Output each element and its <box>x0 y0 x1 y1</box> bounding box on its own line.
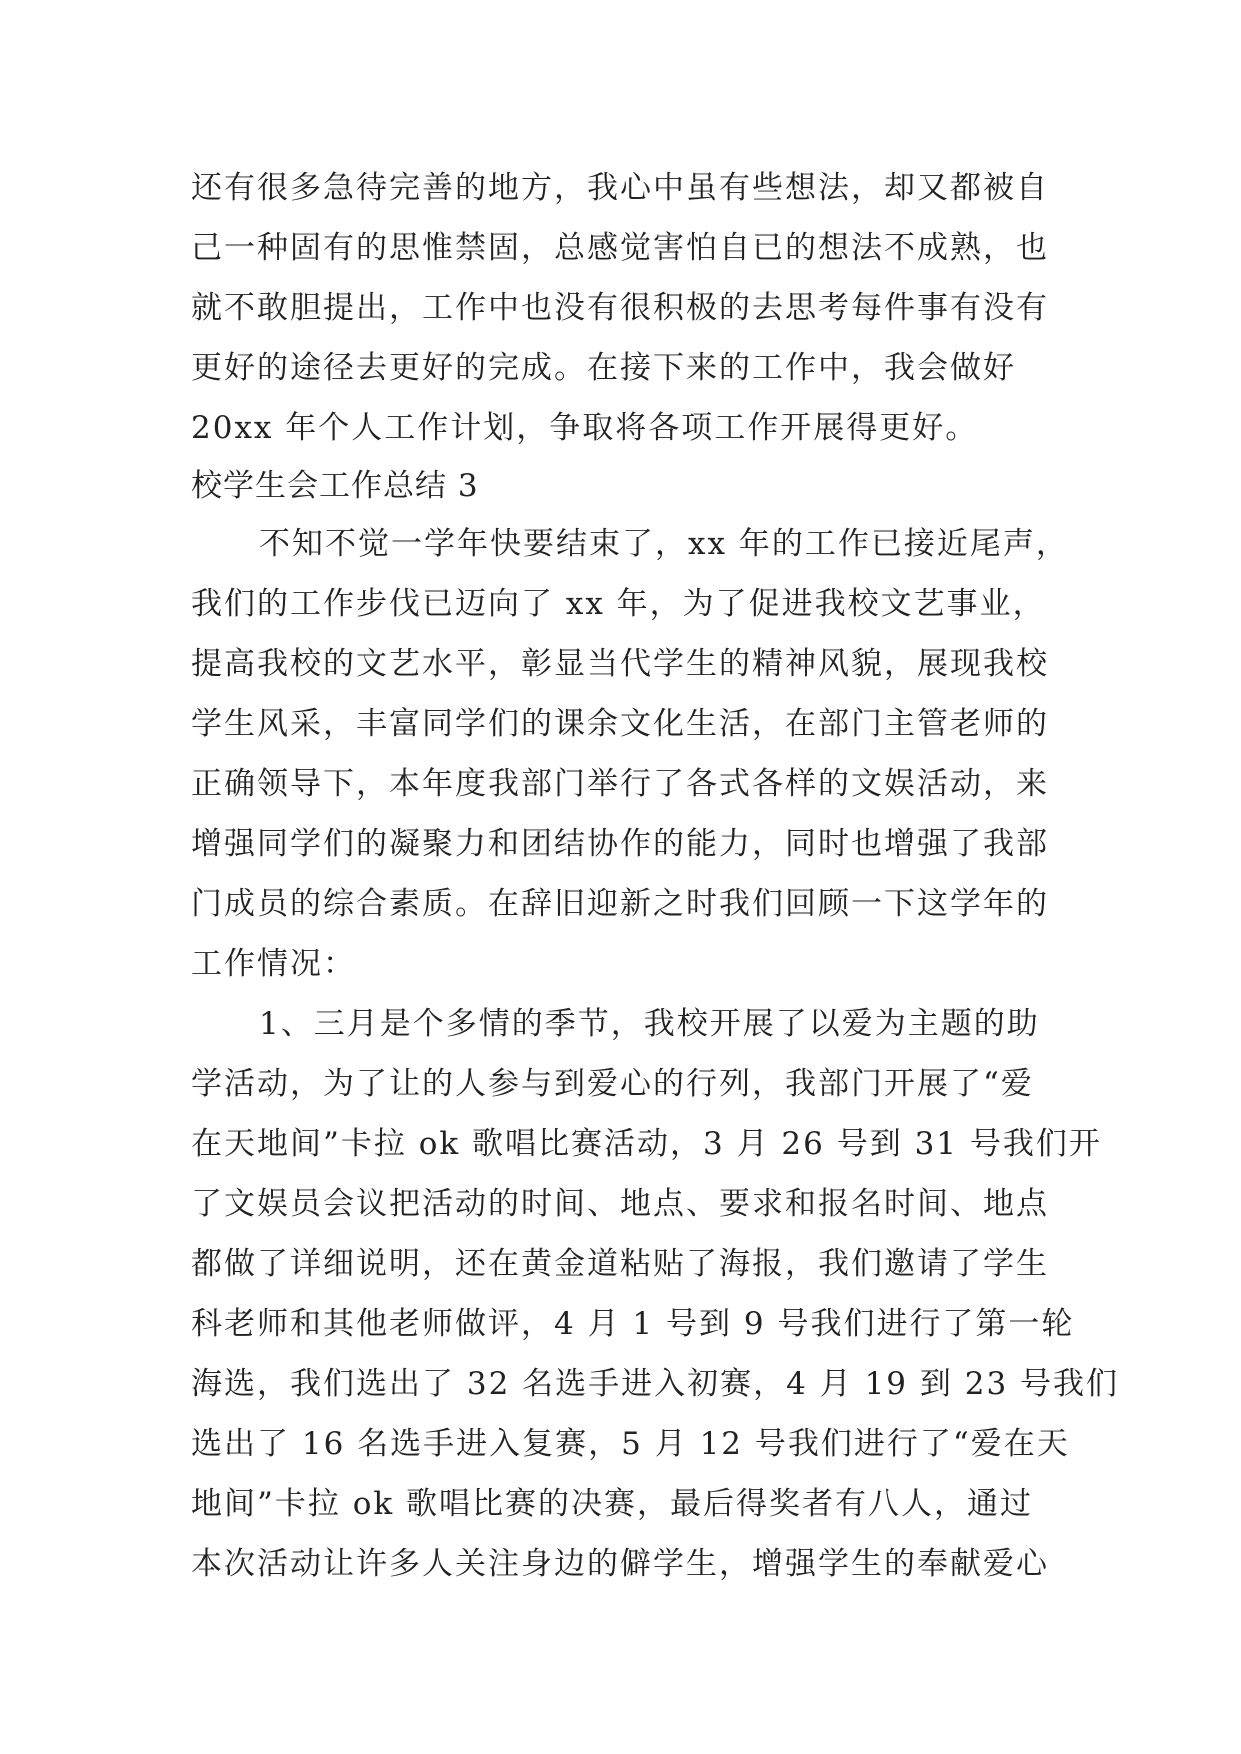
body-line: 门成员的综合素质。在辞旧迎新之时我们回顾一下这学年的 <box>191 886 1049 922</box>
body-line: 提高我校的文艺水平，彰显当代学生的精神风貌，展现我校 <box>191 646 1049 682</box>
body-line: 还有很多急待完善的地方，我心中虽有些想法，却又都被自 <box>191 170 1049 206</box>
body-line: 地间”卡拉 ok 歌唱比赛的决赛，最后得奖者有八人，通过 <box>191 1486 1034 1522</box>
body-line: 工作情况： <box>191 946 356 982</box>
body-line: 了文娱员会议把活动的时间、地点、要求和报名时间、地点 <box>191 1186 1049 1222</box>
body-line: 学活动，为了让的人参与到爱心的行列，我部门开展了“爱 <box>191 1066 1034 1102</box>
body-line: 己一种固有的思惟禁固，总感觉害怕自已的想法不成熟，也 <box>191 230 1049 266</box>
document-body <box>191 158 1120 1594</box>
body-line: 科老师和其他老师做评，4 月 1 号到 9 号我们进行了第一轮 <box>191 1306 1075 1342</box>
body-line: 在天地间”卡拉 ok 歌唱比赛活动，3 月 26 号到 31 号我们开 <box>191 1126 1102 1162</box>
body-line: 增强同学们的凝聚力和团结协作的能力，同时也增强了我部 <box>191 826 1049 862</box>
section-heading: 校学生会工作总结 3 <box>191 468 479 504</box>
body-line: 学生风采，丰富同学们的课余文化生活，在部门主管老师的 <box>191 706 1049 742</box>
body-line: 海选，我们选出了 32 名选手进入初赛，4 月 19 到 23 号我们 <box>191 1366 1120 1402</box>
body-line: 更好的途径去更好的完成。在接下来的工作中，我会做好 <box>191 350 1016 386</box>
body-line: 就不敢胆提出，工作中也没有很积极的去思考每件事有没有 <box>191 290 1049 326</box>
body-line: 都做了详细说明，还在黄金道粘贴了海报，我们邀请了学生 <box>191 1246 1049 1282</box>
body-line: 选出了 16 名选手进入复赛，5 月 12 号我们进行了“爱在天 <box>191 1426 1070 1462</box>
body-line: 我们的工作步伐已迈向了 xx 年，为了促进我校文艺事业， <box>191 586 1046 622</box>
body-line: 20xx 年个人工作计划，争取将各项工作开展得更好。 <box>191 410 979 446</box>
body-line: 正确领导下，本年度我部门举行了各式各样的文娱活动，来 <box>191 766 1049 802</box>
paragraph-first-line: 1、三月是个多情的季节，我校开展了以爱为主题的助 <box>259 1006 1040 1042</box>
paragraph-first-line: 不知不觉一学年快要结束了，xx 年的工作已接近尾声， <box>259 526 1069 562</box>
body-line: 本次活动让许多人关注身边的僻学生，增强学生的奉献爱心 <box>191 1546 1049 1582</box>
